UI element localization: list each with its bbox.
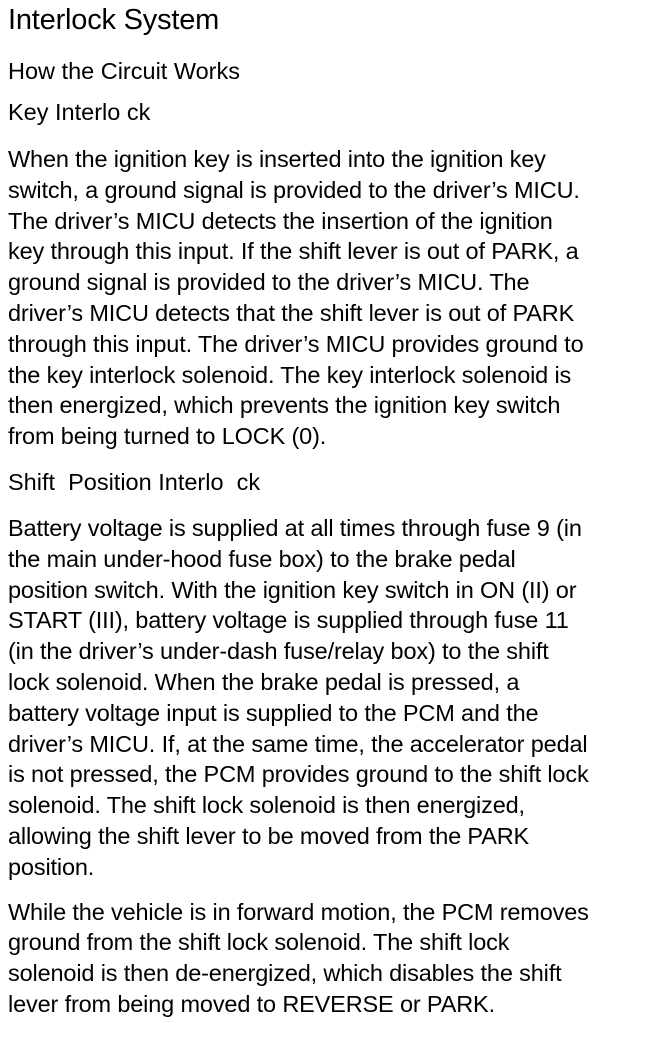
text-line: allowing the shift lever to be moved from the PARK — [8, 822, 530, 849]
text-line: battery voltage input is supplied to the PCM and the — [8, 699, 539, 726]
text-line: lever from being moved to REVERSE or PARK. — [8, 990, 495, 1017]
document-title: Interlock System — [8, 4, 220, 36]
text-line: The driver’s MICU detects the insertion of the ignition — [8, 207, 553, 234]
text-line: position. — [8, 853, 95, 880]
text-line: ground from the shift lock solenoid. The shift lock — [8, 929, 510, 956]
text-line: through this input. The driver’s MICU provides ground to — [8, 330, 584, 357]
text-line: key through this input. If the shift lever is out of PARK, a — [8, 238, 579, 265]
text-line: switch, a ground signal is provided to the driver’s MICU. — [8, 176, 580, 203]
text-line: driver’s MICU. If, at the same time, the accelerator pedal — [8, 730, 588, 757]
text-line: then energized, which prevents the ignition key switch — [8, 392, 561, 419]
text-line: from being turned to LOCK (0). — [8, 423, 327, 450]
text-line: (in the driver’s under-dash fuse/relay box) to the shift — [8, 638, 549, 665]
text-line: Battery voltage is supplied at all times through fuse 9 (in — [8, 514, 582, 541]
shift-interlock-paragraph-2 — [8, 897, 670, 1020]
text-line: position switch. With the ignition key switch in ON (II) or — [8, 576, 577, 603]
text-line: When the ignition key is inserted into the ignition key — [8, 146, 546, 172]
shift-interlock-paragraph-1 — [8, 513, 670, 883]
text-line: the main under-hood fuse box) to the brake pedal — [8, 545, 516, 572]
text-line: solenoid is then de-energized, which disables the shift — [8, 960, 562, 987]
text-line: lock solenoid. When the brake pedal is pressed, a — [8, 668, 520, 695]
section-heading: How the Circuit Works — [8, 58, 241, 84]
text-line: is not pressed, the PCM provides ground to the shift lock — [8, 761, 589, 788]
text-line: START (III), battery voltage is supplied through fuse 11 — [8, 607, 569, 634]
text-line: the key interlock solenoid. The key interlock solenoid is — [8, 361, 572, 388]
text-line: ground signal is provided to the driver’s MICU. The — [8, 269, 530, 296]
text-line: While the vehicle is in forward motion, the PCM removes — [8, 898, 589, 925]
shift-position-interlock-heading: Shift Position Interlo ck — [8, 468, 261, 495]
text-line: driver’s MICU detects that the shift lever is out of PARK — [8, 299, 575, 326]
key-interlock-paragraph — [8, 144, 670, 452]
key-interlock-heading: Key Interlo ck — [8, 99, 151, 125]
text-line: solenoid. The shift lock solenoid is then energized, — [8, 792, 525, 819]
